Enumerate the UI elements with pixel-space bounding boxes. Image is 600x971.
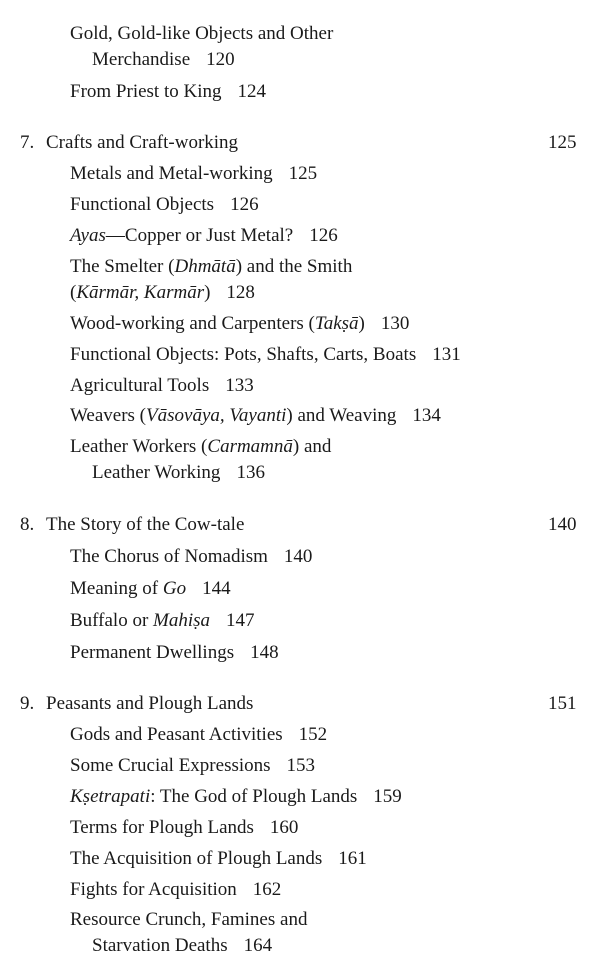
entry-title-italic: Go: [162, 578, 187, 599]
entry-title: Wood-working and Carpenters (: [70, 313, 315, 334]
entry-title: Resource Crunch, Famines and: [70, 909, 308, 930]
toc-entry: [70, 374, 254, 398]
entry-title-italic: Ayas: [70, 225, 106, 246]
toc-entry: [70, 545, 312, 569]
entry-title: Meaning of: [70, 578, 163, 599]
toc-entry: [70, 641, 279, 665]
toc-entry: [70, 577, 231, 601]
entry-title-italic: Mahiṣa: [153, 610, 211, 631]
entry-title-italic: Kārmār, Karmār: [76, 282, 205, 303]
toc-entry: [70, 193, 259, 217]
toc-entry: [70, 816, 298, 840]
toc-entry: [70, 723, 327, 747]
entry-title: Functional Objects: Pots, Shafts, Carts, Boats: [70, 344, 417, 365]
toc-entry: [70, 609, 255, 633]
toc-entry: [70, 80, 266, 104]
entry-page-number: 125: [288, 163, 318, 184]
entry-title: ) and: [292, 436, 332, 457]
toc-entry: [70, 255, 352, 279]
entry-title: The Smelter (: [70, 256, 175, 277]
entry-page-number: 136: [236, 462, 265, 483]
toc-entry-continuation: [70, 281, 255, 305]
entry-title: Terms for Plough Lands: [70, 817, 254, 838]
entry-page-number: 152: [298, 724, 328, 745]
entry-page-number: 128: [226, 282, 255, 303]
toc-entry: [70, 404, 441, 428]
entry-title: Weavers (: [70, 405, 147, 426]
entry-title-italic: Carmamnā: [207, 436, 293, 457]
entry-title: Buffalo or: [70, 610, 154, 631]
entry-page-number: 147: [226, 610, 255, 631]
toc-entry-continuation: [92, 934, 272, 958]
chapter-number: 9.: [20, 693, 35, 714]
entry-title: ) and the Smith: [235, 256, 353, 277]
entry-page-number: 144: [202, 578, 231, 599]
chapter-title: The Story of the Cow-tale: [46, 514, 245, 535]
entry-title: Merchandise: [92, 49, 191, 70]
toc-entry: [70, 343, 461, 367]
toc-entry: [70, 754, 315, 778]
chapter-number: 8.: [20, 514, 35, 535]
entry-title: From Priest to King: [70, 81, 222, 102]
entry-title: Starvation Deaths: [92, 935, 228, 956]
entry-page-number: 160: [269, 817, 299, 838]
chapter-number: 7.: [20, 132, 35, 153]
entry-title: ): [204, 282, 211, 303]
toc-entry: [70, 22, 333, 46]
chapter-page-number: 151: [548, 693, 577, 714]
entry-page-number: 161: [338, 848, 367, 869]
entry-title: (: [70, 282, 77, 303]
entry-page-number: 153: [286, 755, 316, 776]
toc-entry: [70, 224, 338, 248]
toc-entry: [70, 435, 331, 459]
entry-title-italic: Takṣā: [314, 313, 359, 334]
entry-title-italic: Kṣetrapati: [70, 786, 151, 807]
entry-page-number: 134: [412, 405, 441, 426]
entry-title: The Chorus of Nomadism: [70, 546, 268, 567]
toc-entry: [70, 847, 367, 871]
entry-title: Some Crucial Expressions: [70, 755, 271, 776]
entry-title: The Acquisition of Plough Lands: [70, 848, 323, 869]
entry-page-number: 131: [432, 344, 461, 365]
entry-page-number: 148: [250, 642, 279, 663]
toc-entry: [70, 785, 402, 809]
toc-entry-continuation: [92, 48, 235, 72]
entry-page-number: 126: [230, 194, 259, 215]
chapter-title: Crafts and Craft-working: [46, 132, 239, 153]
toc-entry: [70, 908, 307, 932]
chapter-page-number: 125: [548, 132, 577, 153]
entry-page-number: 164: [243, 935, 273, 956]
entry-page-number: 120: [206, 49, 235, 70]
toc-entry-continuation: [92, 461, 265, 485]
entry-title-italic: Dhmātā: [174, 256, 236, 277]
entry-title: : The God of Plough Lands: [150, 786, 358, 807]
entry-title-italic: Vāsovāya, Vayanti: [146, 405, 287, 426]
chapter-title: Peasants and Plough Lands: [46, 693, 254, 714]
entry-title: Functional Objects: [70, 194, 215, 215]
entry-page-number: 133: [225, 375, 254, 396]
entry-title: Leather Working: [92, 462, 221, 483]
entry-page-number: 126: [309, 225, 338, 246]
entry-title: Gods and Peasant Activities: [70, 724, 283, 745]
entry-page-number: 130: [380, 313, 410, 334]
entry-page-number: 162: [252, 879, 282, 900]
entry-title: Permanent Dwellings: [70, 642, 235, 663]
entry-page-number: 159: [373, 786, 402, 807]
entry-title: Leather Workers (: [70, 436, 208, 457]
toc-entry: [70, 878, 281, 902]
chapter-page-number: 140: [548, 514, 577, 535]
entry-title: Agricultural Tools: [70, 375, 210, 396]
entry-title: Metals and Metal-working: [70, 163, 273, 184]
entry-page-number: 124: [237, 81, 266, 102]
toc-entry: [70, 312, 409, 336]
entry-title: —Copper or Just Metal?: [105, 225, 294, 246]
entry-title: Gold, Gold-like Objects and Other: [70, 23, 334, 44]
entry-title: ) and Weaving: [286, 405, 397, 426]
entry-title: Fights for Acquisition: [70, 879, 237, 900]
entry-title: ): [358, 313, 365, 334]
entry-page-number: 140: [283, 546, 313, 567]
toc-entry: [70, 162, 317, 186]
